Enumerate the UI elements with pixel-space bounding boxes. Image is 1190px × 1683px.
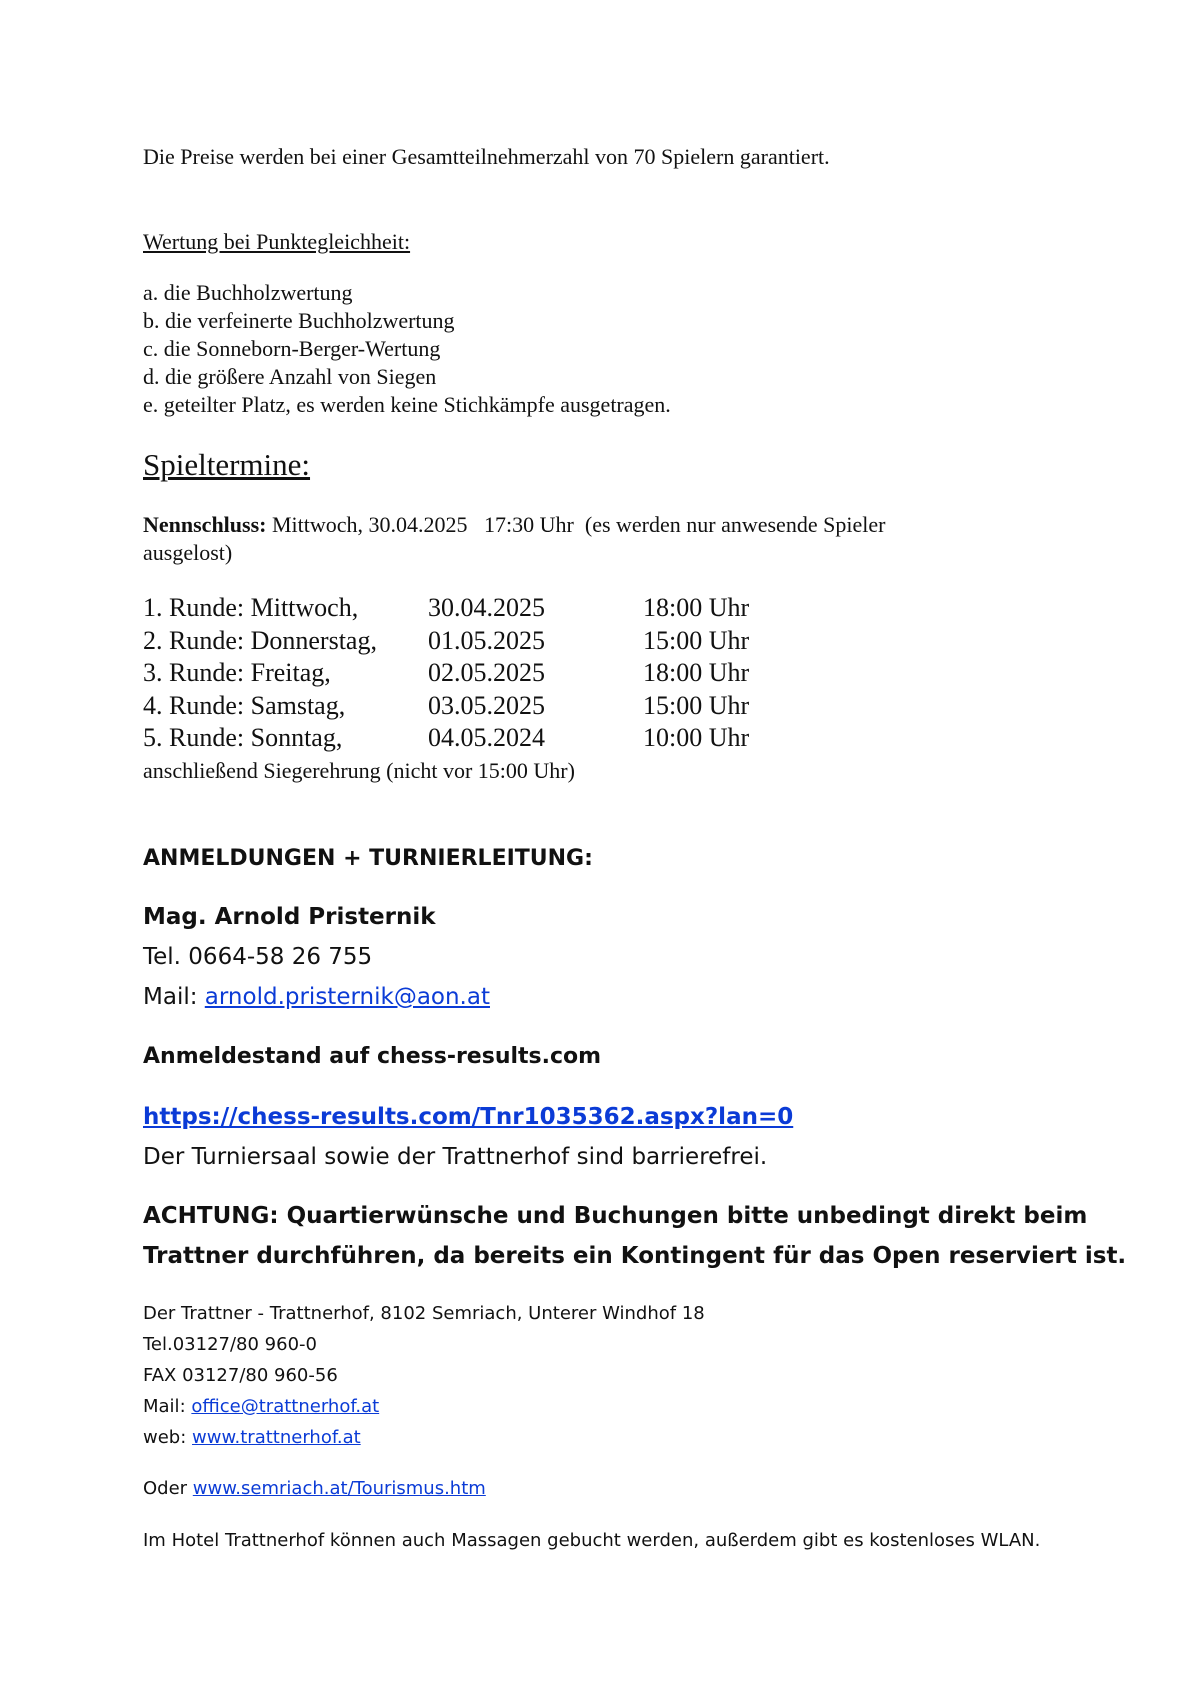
- schedule-heading: Spieltermine:: [143, 447, 311, 482]
- tiebreak-item: e. geteilter Platz, es werden keine Stichkämpfe ausgetragen.: [143, 392, 671, 417]
- round-label: 3. Runde: Freitag,: [143, 658, 331, 687]
- hotel-mail: [143, 1396, 379, 1417]
- accessibility-text: Der Turniersaal sowie der Trattnerhof sind barrierefrei.: [143, 1144, 768, 1170]
- round-time: 15:00 Uhr: [643, 690, 750, 720]
- hotel-web-label: web:: [143, 1427, 193, 1448]
- prize-guarantee-text: Die Preise werden bei einer Gesamtteilnehmerzahl von 70 Spielern garantiert.: [143, 144, 830, 169]
- deadline-text: Mittwoch, 30.04.2025 17:30 Uhr (es werden nur anwesende Spieler: [266, 512, 886, 537]
- hotel-web-link[interactable]: www.trattnerhof.at: [192, 1427, 361, 1448]
- round-date: 04.05.2024: [428, 723, 545, 752]
- round-label: 5. Runde: Sonntag,: [143, 723, 343, 752]
- tiebreak-item: c. die Sonneborn-Berger-Wertung: [143, 336, 441, 361]
- hotel-phone: Tel.03127/80 960-0: [143, 1334, 317, 1355]
- hotel-address: Der Trattner - Trattnerhof, 8102 Semriach, Unterer Windhof 18: [143, 1303, 705, 1324]
- deadline-label: Nennschluss:: [143, 512, 267, 537]
- round-date: 03.05.2025: [428, 690, 545, 720]
- tiebreak-item: a. die Buchholzwertung: [143, 280, 353, 305]
- registration-status-heading: Anmeldestand auf chess-results.com: [143, 1044, 602, 1069]
- round-row: [143, 657, 749, 690]
- rounds-table: [143, 592, 749, 755]
- round-time: 10:00 Uhr: [643, 723, 750, 752]
- tiebreak-item: d. die größere Anzahl von Siegen: [143, 364, 437, 389]
- hotel-email-link[interactable]: office@trattnerhof.at: [191, 1396, 380, 1417]
- round-time: 18:00 Uhr: [643, 658, 750, 687]
- round-time: 15:00 Uhr: [643, 625, 750, 655]
- tiebreak-heading: Wertung bei Punktegleichheit:: [143, 229, 411, 254]
- hotel-fax: FAX 03127/80 960-56: [143, 1365, 338, 1386]
- round-date: 30.04.2025: [428, 593, 545, 622]
- round-row: [143, 690, 749, 723]
- round-date: 01.05.2025: [428, 625, 545, 655]
- tiebreak-item: b. die verfeinerte Buchholzwertung: [143, 308, 455, 333]
- organizer-name: Mag. Arnold Pristernik: [143, 904, 436, 930]
- round-label: 2. Runde: Donnerstag,: [143, 625, 377, 655]
- hotel-mail-label: Mail:: [143, 1396, 192, 1417]
- round-row: [143, 592, 749, 625]
- round-label: 1. Runde: Mittwoch,: [143, 593, 359, 622]
- semriach-tourism-link[interactable]: www.semriach.at/Tourismus.htm: [192, 1478, 486, 1499]
- registration-deadline: [143, 512, 885, 538]
- alternative-booking: [143, 1478, 486, 1499]
- award-ceremony-text: anschließend Siegerehrung (nicht vor 15:00 Uhr): [143, 758, 575, 783]
- booking-notice-line: Trattner durchführen, da bereits ein Kontingent für das Open reserviert ist.: [143, 1243, 1127, 1269]
- chess-results-link[interactable]: https://chess-results.com/Tnr1035362.aspx?lan=0: [143, 1104, 794, 1130]
- alt-label: Oder: [143, 1478, 193, 1499]
- round-label: 4. Runde: Samstag,: [143, 690, 346, 720]
- deadline-text-continued: ausgelost): [143, 540, 233, 565]
- booking-notice-line: ACHTUNG: Quartierwünsche und Buchungen bitte unbedingt direkt beim: [143, 1203, 1088, 1229]
- organizer-phone: Tel. 0664-58 26 755: [143, 944, 373, 970]
- round-time: 18:00 Uhr: [643, 593, 750, 622]
- round-date: 02.05.2025: [428, 658, 545, 687]
- mail-label: Mail:: [143, 984, 205, 1010]
- registration-heading: ANMELDUNGEN + TURNIERLEITUNG:: [143, 846, 593, 871]
- round-row: [143, 722, 749, 755]
- organizer-email-link[interactable]: arnold.pristernik@aon.at: [204, 984, 490, 1010]
- round-row: [143, 625, 749, 658]
- hotel-extras-text: Im Hotel Trattnerhof können auch Massagen gebucht werden, außerdem gibt es kostenloses WLAN.: [143, 1530, 1041, 1551]
- organizer-mail: [143, 984, 490, 1010]
- hotel-web: [143, 1427, 361, 1448]
